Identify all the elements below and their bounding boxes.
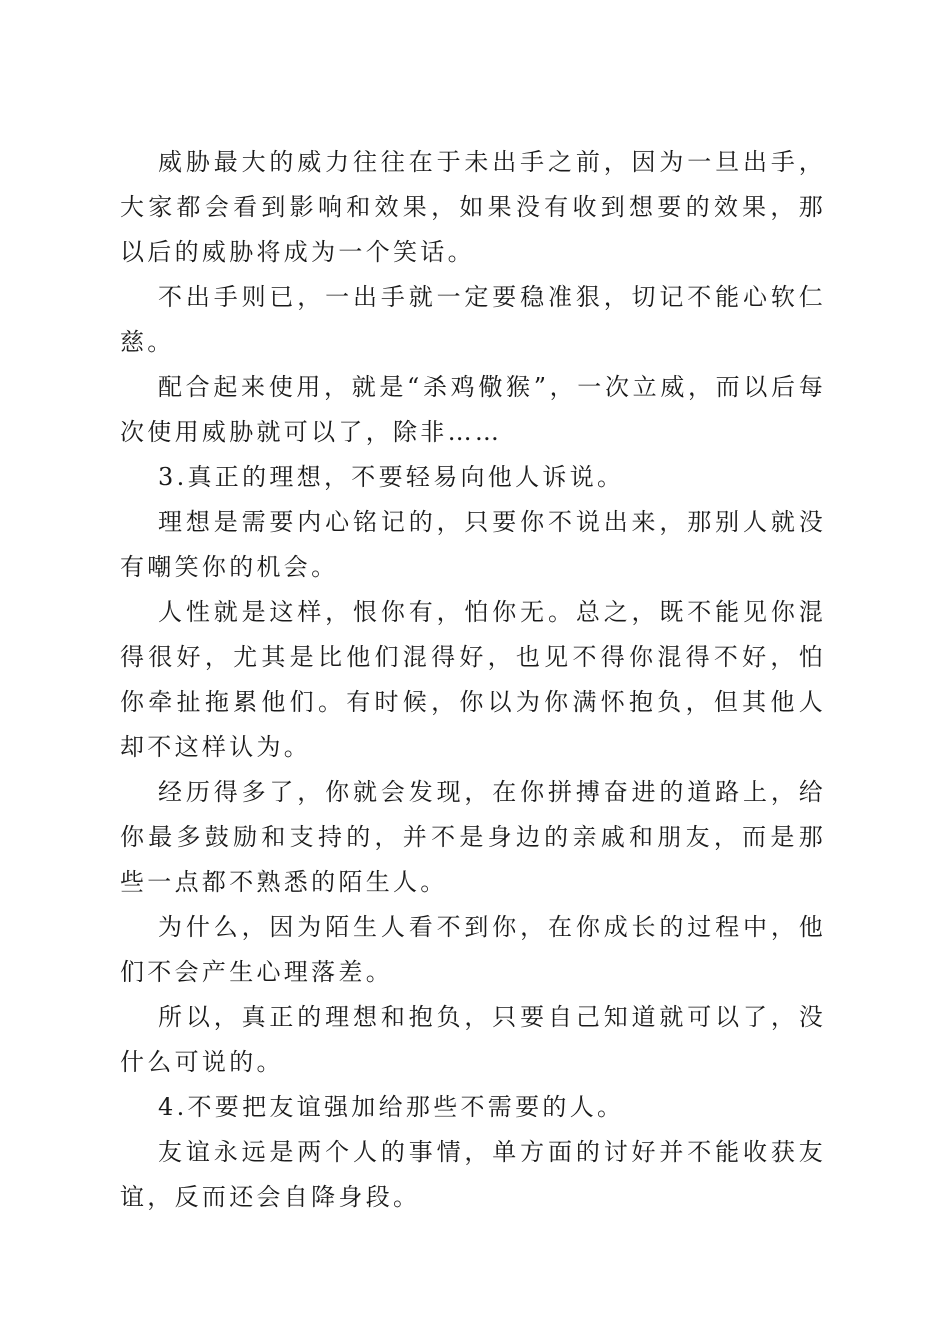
- paragraph-strangers-support: 经历得多了，你就会发现，在你拼搏奋进的道路上，给你最多鼓励和支持的，并不是身边的亲戚和朋友，而是那些一点都不熟悉的陌生人。: [120, 778, 826, 896]
- paragraph-strike-firmly: 不出手则已，一出手就一定要稳准狠，切记不能心软仁慈。: [120, 283, 826, 356]
- paragraph-combined-use: 配合起来使用，就是“杀鸡儆猴”，一次立威，而以后每次使用威胁就可以了，除非……: [120, 373, 826, 446]
- heading-point-3: 3.真正的理想，不要轻易向他人诉说。: [158, 463, 625, 491]
- paragraph-why-strangers: 为什么，因为陌生人看不到你，在你成长的过程中，他们不会产生心理落差。: [120, 913, 826, 986]
- paragraph-keep-ideals: 理想是需要内心铭记的，只要你不说出来，那别人就没有嘲笑你的机会。: [120, 508, 826, 581]
- paragraph-friendship: 友谊永远是两个人的事情，单方面的讨好并不能收获友谊，反而还会自降身段。: [120, 1138, 826, 1211]
- document-page: [120, 140, 826, 1220]
- paragraph-conclusion-ideals: 所以，真正的理想和抱负，只要自己知道就可以了，没什么可说的。: [120, 1003, 826, 1076]
- paragraph-human-nature: 人性就是这样，恨你有，怕你无。总之，既不能见你混得很好，尤其是比他们混得好，也见不得你混得不好，怕你牵扯拖累他们。有时候，你以为你满怀抱负，但其他人却不这样认为。: [120, 598, 826, 761]
- paragraph-threat-power: 威胁最大的威力往往在于未出手之前，因为一旦出手，大家都会看到影响和效果，如果没有收到想要的效果，那以后的威胁将成为一个笑话。: [120, 148, 826, 266]
- heading-point-4: 4.不要把友谊强加给那些不需要的人。: [158, 1093, 625, 1121]
